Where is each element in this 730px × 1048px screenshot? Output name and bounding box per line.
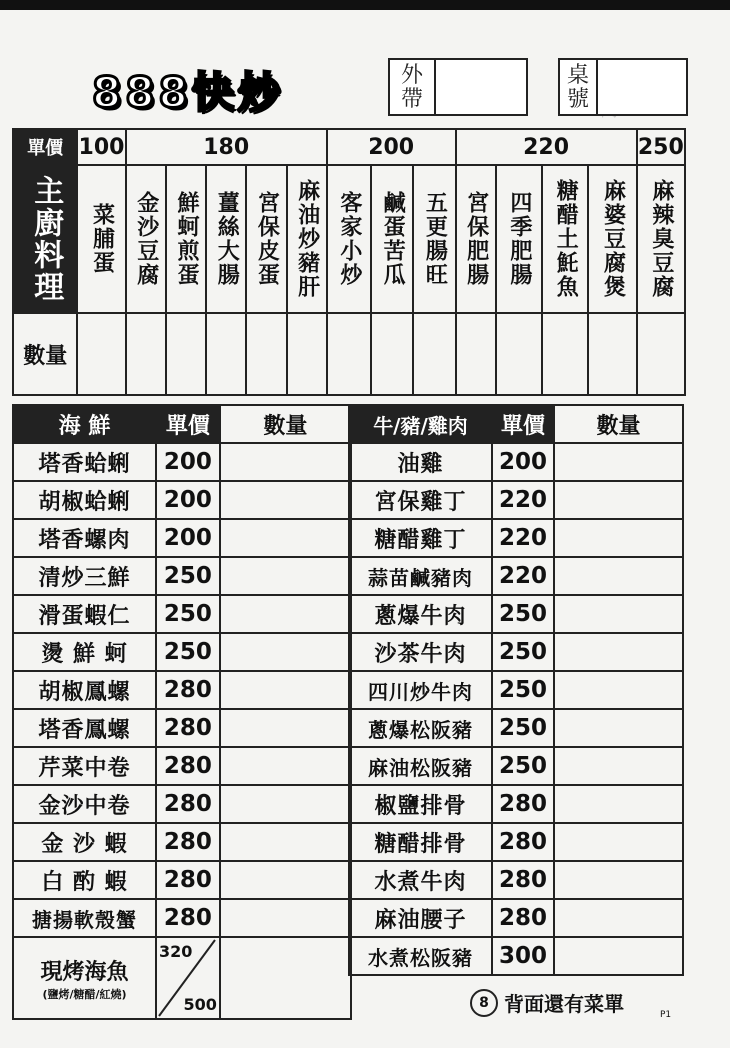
meat-price: 220 [492, 557, 554, 595]
meat-table [348, 404, 684, 976]
table-number-label-2: 號 [566, 87, 589, 112]
quantity-cell[interactable] [413, 313, 455, 395]
quantity-cell[interactable] [554, 519, 683, 557]
meat-price: 250 [492, 595, 554, 633]
table-row[interactable] [13, 595, 351, 633]
quantity-cell[interactable] [554, 709, 683, 747]
quantity-cell[interactable] [588, 313, 636, 395]
meat-price: 300 [492, 937, 554, 975]
takeout-label-2: 帶 [400, 87, 423, 112]
table-row[interactable] [349, 823, 683, 861]
meat-price: 220 [492, 519, 554, 557]
quantity-cell[interactable] [220, 557, 351, 595]
meat-name: 糖醋排骨 [349, 823, 492, 861]
circle-number-icon: 8 [470, 989, 498, 1017]
dish-item[interactable]: 五更腸旺 [413, 165, 455, 313]
table-row[interactable] [13, 785, 351, 823]
seafood-price: 280 [156, 671, 220, 709]
meat-name: 蔥爆牛肉 [349, 595, 492, 633]
seafood-header: 海 鮮 [13, 405, 156, 443]
table-row[interactable] [349, 747, 683, 785]
meat-name: 油雞 [349, 443, 492, 481]
fish-cell [13, 937, 156, 1019]
seafood-name: 燙 鮮 蚵 [13, 633, 156, 671]
table-row[interactable] [13, 823, 351, 861]
table-row[interactable] [13, 481, 351, 519]
dish-item[interactable]: 菜脯蛋 [77, 165, 125, 313]
seafood-price: 280 [156, 861, 220, 899]
seafood-price: 280 [156, 785, 220, 823]
quantity-cell[interactable] [220, 823, 351, 861]
takeout-box[interactable] [388, 58, 436, 116]
table-number-label-1: 桌 [566, 63, 589, 88]
quantity-cell[interactable] [456, 313, 496, 395]
quantity-cell[interactable] [554, 633, 683, 671]
table-row[interactable] [13, 557, 351, 595]
meat-qty-header: 數量 [554, 405, 683, 443]
table-row[interactable] [349, 709, 683, 747]
quantity-cell[interactable] [220, 899, 351, 937]
fish-price-low: 320 [159, 942, 193, 961]
meat-price: 280 [492, 785, 554, 823]
dish-item[interactable]: 四季肥腸 [496, 165, 542, 313]
seafood-name: 塔香鳳螺 [13, 709, 156, 747]
quantity-cell[interactable] [206, 313, 246, 395]
fish-note: (鹽烤/糖醋/紅燒) [42, 987, 127, 1001]
table-row[interactable] [13, 747, 351, 785]
meat-name: 糖醋雞丁 [349, 519, 492, 557]
section-label-chef: 主廚料理 [13, 165, 77, 313]
quantity-cell[interactable] [327, 313, 371, 395]
quantity-cell[interactable] [220, 519, 351, 557]
seafood-price: 200 [156, 481, 220, 519]
seafood-name: 滑蛋蝦仁 [13, 595, 156, 633]
table-row[interactable] [13, 709, 351, 747]
quantity-cell[interactable] [220, 443, 351, 481]
seafood-price: 250 [156, 595, 220, 633]
quantity-label: 數量 [13, 313, 77, 395]
seafood-price: 280 [156, 747, 220, 785]
quantity-cell[interactable] [637, 313, 685, 395]
meat-name: 蔥爆松阪豬 [349, 709, 492, 747]
dish-item[interactable]: 麻辣臭豆腐 [637, 165, 685, 313]
table-number-box[interactable] [558, 58, 598, 116]
meat-price: 250 [492, 709, 554, 747]
quantity-cell[interactable] [220, 937, 351, 1019]
quantity-cell[interactable] [220, 709, 351, 747]
quantity-cell[interactable] [220, 481, 351, 519]
meat-name: 蒜苗鹹豬肉 [349, 557, 492, 595]
quantity-cell[interactable] [246, 313, 286, 395]
back-menu-note: 背面還有菜單 [504, 992, 624, 1016]
back-side-note [470, 988, 624, 1017]
quantity-cell[interactable] [287, 313, 327, 395]
meat-price: 250 [492, 671, 554, 709]
dish-item[interactable]: 客家小炒 [327, 165, 371, 313]
quantity-cell[interactable] [554, 937, 683, 975]
seafood-price: 250 [156, 557, 220, 595]
quantity-cell[interactable] [496, 313, 542, 395]
meat-price: 220 [492, 481, 554, 519]
quantity-cell[interactable] [166, 313, 206, 395]
meat-price: 280 [492, 899, 554, 937]
price-tier-180: 180 [126, 129, 327, 165]
page-number: P1 [660, 1010, 672, 1020]
fish-name: 現烤海魚 [40, 959, 129, 985]
quantity-cell[interactable] [554, 595, 683, 633]
meat-name: 四川炒牛肉 [349, 671, 492, 709]
meat-name: 宮保雞丁 [349, 481, 492, 519]
quantity-cell[interactable] [220, 595, 351, 633]
table-row[interactable] [13, 633, 351, 671]
meat-name: 水煮松阪豬 [349, 937, 492, 975]
meat-name: 水煮牛肉 [349, 861, 492, 899]
quantity-cell[interactable] [554, 823, 683, 861]
table-row[interactable] [13, 861, 351, 899]
seafood-name: 塔香蛤蜊 [13, 443, 156, 481]
meat-price: 280 [492, 861, 554, 899]
dish-item[interactable]: 宮保肥腸 [456, 165, 496, 313]
price-tier-220: 220 [456, 129, 637, 165]
quantity-cell[interactable] [554, 785, 683, 823]
table-row[interactable] [13, 519, 351, 557]
seafood-name: 搪揚軟殼蟹 [13, 899, 156, 937]
quantity-cell[interactable] [554, 861, 683, 899]
seafood-price: 280 [156, 823, 220, 861]
table-row[interactable] [349, 557, 683, 595]
meat-name: 沙茶牛肉 [349, 633, 492, 671]
seafood-name: 芹菜中卷 [13, 747, 156, 785]
meat-price: 250 [492, 747, 554, 785]
table-row[interactable] [13, 671, 351, 709]
quantity-cell[interactable] [220, 747, 351, 785]
table-row[interactable] [349, 937, 683, 975]
seafood-name: 金沙中卷 [13, 785, 156, 823]
dish-item[interactable]: 鮮蚵煎蛋 [166, 165, 206, 313]
quantity-cell[interactable] [542, 313, 588, 395]
quantity-cell[interactable] [126, 313, 166, 395]
table-row[interactable] [13, 937, 351, 1019]
seafood-name: 胡椒蛤蜊 [13, 481, 156, 519]
meat-price: 280 [492, 823, 554, 861]
seafood-price: 200 [156, 443, 220, 481]
quantity-cell[interactable] [554, 557, 683, 595]
table-row[interactable] [349, 785, 683, 823]
table-row[interactable] [349, 899, 683, 937]
quantity-cell[interactable] [220, 633, 351, 671]
quantity-cell[interactable] [371, 313, 413, 395]
quantity-cell[interactable] [554, 481, 683, 519]
seafood-name: 白 酌 蝦 [13, 861, 156, 899]
page-title: 888快炒 [92, 68, 284, 117]
meat-name: 麻油腰子 [349, 899, 492, 937]
price-tier-100: 100 [77, 129, 125, 165]
table-number-field[interactable] [598, 58, 688, 116]
meat-price: 200 [492, 443, 554, 481]
seafood-name: 塔香螺肉 [13, 519, 156, 557]
fish-price-high: 500 [183, 995, 217, 1014]
quantity-cell[interactable] [220, 861, 351, 899]
seafood-qty-header: 數量 [220, 405, 351, 443]
seafood-name: 胡椒鳳螺 [13, 671, 156, 709]
meat-name: 椒鹽排骨 [349, 785, 492, 823]
dish-item[interactable]: 糖醋土魠魚 [542, 165, 588, 313]
takeout-field[interactable] [436, 58, 528, 116]
table-row[interactable] [13, 443, 351, 481]
price-tier-250: 250 [637, 129, 685, 165]
table-row[interactable] [349, 481, 683, 519]
seafood-price-header: 單價 [156, 405, 220, 443]
takeout-label-1: 外 [400, 63, 423, 88]
dish-item[interactable]: 麻婆豆腐煲 [588, 165, 636, 313]
dish-item[interactable]: 薑絲大腸 [206, 165, 246, 313]
meat-header: 牛/豬/雞肉 [349, 405, 492, 443]
price-tier-200: 200 [327, 129, 456, 165]
seafood-price: 280 [156, 709, 220, 747]
table-row[interactable] [349, 443, 683, 481]
table-row[interactable] [349, 861, 683, 899]
top-border-bar [0, 0, 730, 10]
quantity-cell[interactable] [554, 671, 683, 709]
table-row[interactable] [349, 671, 683, 709]
dish-item[interactable]: 鹹蛋苦瓜 [371, 165, 413, 313]
quantity-cell[interactable] [554, 747, 683, 785]
dish-item[interactable]: 金沙豆腐 [126, 165, 166, 313]
table-row[interactable] [349, 633, 683, 671]
meat-name: 麻油松阪豬 [349, 747, 492, 785]
seafood-price: 250 [156, 633, 220, 671]
quantity-cell[interactable] [77, 313, 125, 395]
seafood-name: 清炒三鮮 [13, 557, 156, 595]
table-row[interactable] [349, 595, 683, 633]
fish-price-cell [156, 937, 220, 1019]
quantity-cell[interactable] [220, 785, 351, 823]
seafood-price: 280 [156, 899, 220, 937]
dish-item[interactable]: 宮保皮蛋 [246, 165, 286, 313]
table-row[interactable] [13, 899, 351, 937]
seafood-table [12, 404, 352, 1020]
seafood-price: 200 [156, 519, 220, 557]
quantity-cell[interactable] [220, 671, 351, 709]
meat-price-header: 單價 [492, 405, 554, 443]
table-row[interactable] [349, 519, 683, 557]
price-header: 單價 [13, 129, 77, 165]
dish-item[interactable]: 麻油炒豬肝 [287, 165, 327, 313]
quantity-cell[interactable] [554, 443, 683, 481]
chef-specials-table [12, 128, 686, 396]
seafood-name: 金 沙 蝦 [13, 823, 156, 861]
meat-price: 250 [492, 633, 554, 671]
quantity-cell[interactable] [554, 899, 683, 937]
